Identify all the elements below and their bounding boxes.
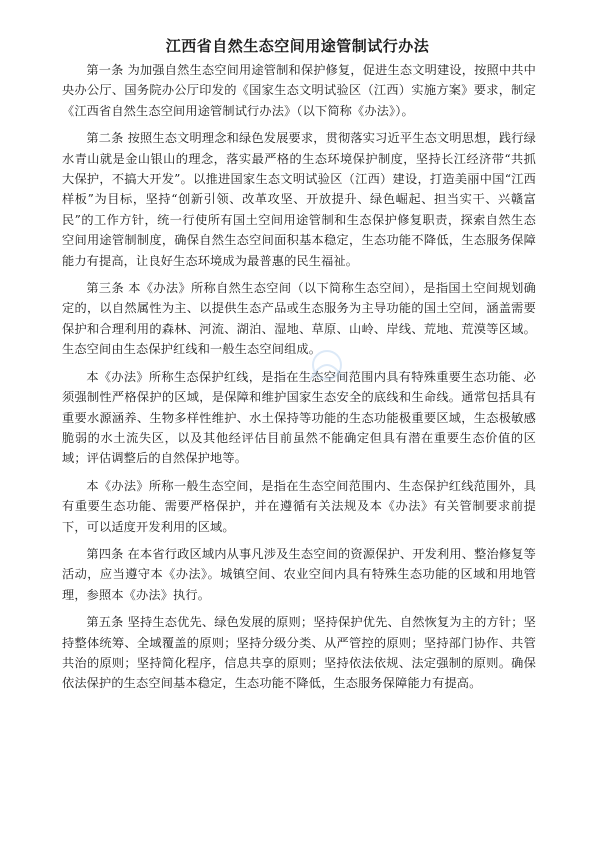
paragraph-article-1: 第一条 为加强自然生态空间用途管制和保护修复，促进生态文明建设，按照中共中央办公厅、国务院办公厅印发的《国家生态文明试验区（江西）实施方案》要求，制定《江西省自然生态空间用途管制试行办法》（以下简称《办法》）。 — [62, 63, 536, 118]
document-title: 江西省自然生态空间用途管制试行办法 — [165, 37, 430, 55]
paragraph-article-2: 第二条 按照生态文明理念和绿色发展要求，贯彻落实习近平生态文明思想，践行绿水青山就是金山银山的理念，落实最严格的生态环境保护制度，坚持长江经济带“共抓大保护，不搞大开发”。以推进国家生态文明试验区（江西）建设，打造美丽中国“江西样板”为目标，坚持“创新引领、改革攻坚、开放提升、绿色崛起、担当实干、兴赣富民”的工作方针，统一行使所有国土空间用途管制和生态保护修复职责，探索自然生态空间用途管制制度，确保自然生态空间面积基本稳定，生态功能不降低，生态服务保障能力有提高，让良好生态环境成为最普惠的民生福祉。 — [62, 131, 536, 268]
document-body — [62, 60, 536, 701]
paragraph-general-space-definition: 本《办法》所称一般生态空间，是指在生态空间范围内、生态保护红线范围外，具有重要生态功能、需要严格保护，并在遵循有关法规及本《办法》有关管制要求前提下，可以适度开发利用的区域。 — [62, 478, 536, 534]
paragraph-article-4: 第四条 在本省行政区域内从事凡涉及生态空间的资源保护、开发利用、整治修复等活动，应当遵守本《办法》。城镇空间、农业空间内具有特殊生态功能的区域和用地管理，参照本《办法》执行。 — [62, 546, 536, 602]
paragraph-article-5: 第五条 坚持生态优先、绿色发展的原则；坚持保护优先、自然恢复为主的方针；坚持整体统筹、全域覆盖的原则；坚持分级分类、从严管控的原则；坚持部门协作、共管共治的原则；坚持简化程序，信息共享的原则；坚持依法依规、法定强制的原则。确保依法保护的生态空间基本稳定，生态功能不降低，生态服务保障能力有提高。 — [62, 615, 536, 691]
paragraph-article-3: 第三条 本《办法》所称自然生态空间（以下简称生态空间），是指国土空间规划确定的，以自然属性为主、以提供生态产品或生态服务为主导功能的国土空间，涵盖需要保护和合理利用的森林、河流、湖泊、湿地、草原、山岭、岸线、荒地、荒漠等区域。生态空间由生态保护红线和一般生态空间组成。 — [62, 281, 536, 357]
paragraph-red-line-definition: 本《办法》所称生态保护红线，是指在生态空间范围内具有特殊重要生态功能、必须强制性严格保护的区域，是保障和维护国家生态安全的底线和生命线。通常包括具有重要水源涵养、生物多样性维护、水土保持等功能的生态功能极重要区域，生态极敏感脆弱的水土流失区，以及其他经评估目前虽然不能确定但具有潜在重要生态价值的区域；评估调整后的自然保护地等。 — [62, 369, 536, 466]
